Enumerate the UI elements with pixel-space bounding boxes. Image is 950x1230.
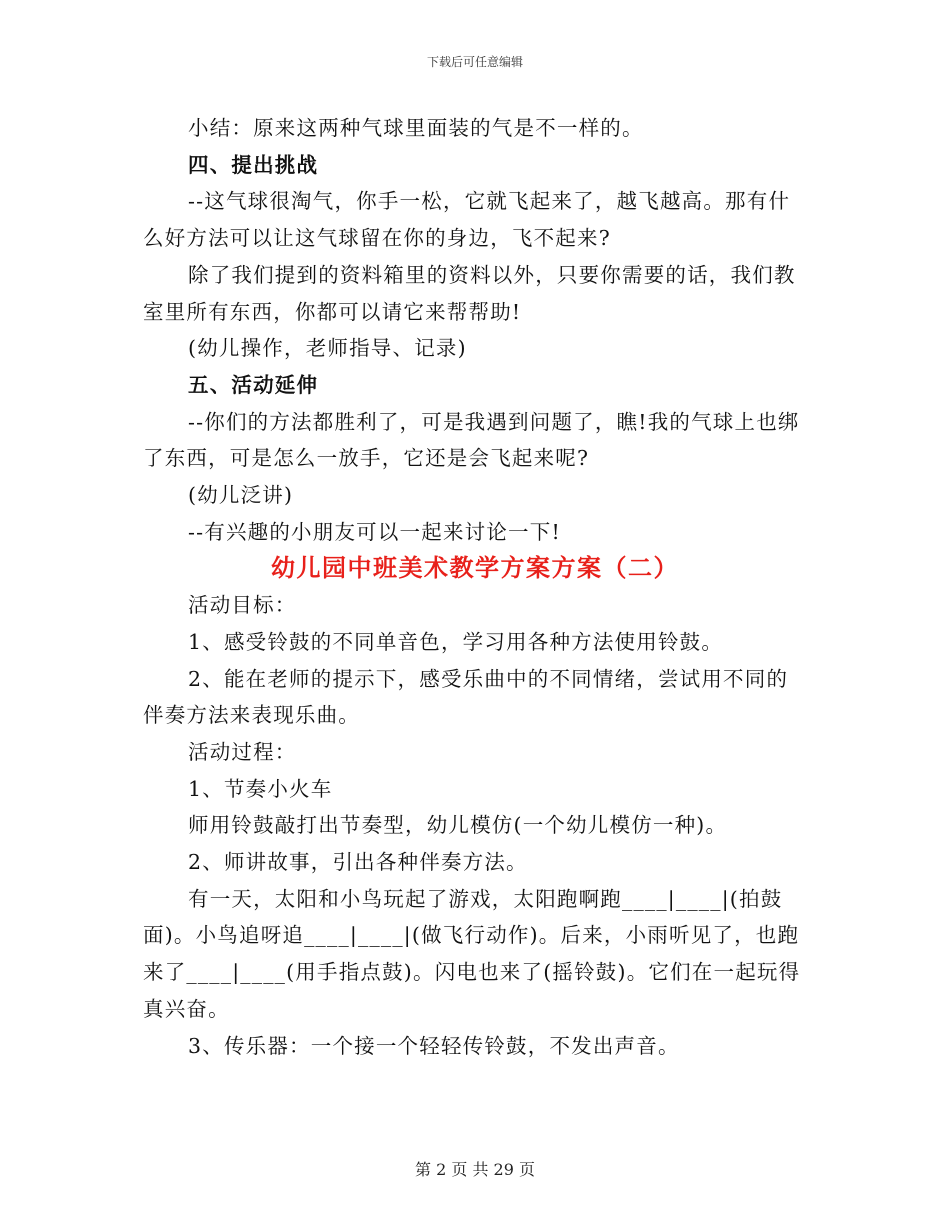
document-body [143, 110, 807, 1064]
paragraph-discussion-invite: --有兴趣的小朋友可以一起来讨论一下! [188, 519, 561, 544]
page-number: 第 2 页 共 29 页 [415, 1160, 535, 1179]
section-heading-extension: 五、活动延伸 [188, 372, 319, 397]
header-note: 下载后可任意编辑 [426, 55, 523, 69]
document-section-title: 幼儿园中班美术教学方案方案（二） [271, 554, 679, 583]
section-heading-challenge: 四、提出挑战 [188, 152, 319, 177]
paragraph-story: 有一天，太阳和小鸟玩起了游戏，太阳跑啊跑____|____|(拍鼓面)。小鸟追呀追____|____|(做飞行动作)。后来，小雨听见了，也跑来了____|____(用手指点鼓)。闪电也来了(摇铃鼓)。它们在一起玩得真兴奋。 [143, 886, 801, 1021]
paragraph-goal-1: 1、感受铃鼓的不同单音色，学习用各种方法使用铃鼓。 [188, 629, 724, 654]
paragraph-step-1-detail: 师用铃鼓敲打出节奏型，幼儿模仿(一个幼儿模仿一种)。 [188, 813, 728, 838]
paragraph-step-1: 1、节奏小火车 [188, 776, 333, 801]
paragraph-goal-2: 2、能在老师的提示下，感受乐曲中的不同情绪，尝试用不同的伴奏方法来表现乐曲。 [143, 666, 789, 728]
paragraph-process-label: 活动过程： [188, 739, 297, 764]
paragraph-operation-note: (幼儿操作，老师指导、记录) [188, 336, 467, 361]
paragraph-step-3: 3、传乐器：一个接一个轻轻传铃鼓，不发出声音。 [188, 1033, 680, 1058]
paragraph-challenge-question: --这气球很淘气，你手一松，它就飞起来了，越飞越高。那有什么好方法可以让这气球留在你的身边，飞不起来? [143, 189, 791, 251]
paragraph-extension-question: --你们的方法都胜利了，可是我遇到问题了，瞧!我的气球上也绑了东西，可是怎么一放手，它还是会飞起来呢? [143, 409, 800, 471]
paragraph-materials: 除了我们提到的资料箱里的资料以外，只要你需要的话，我们教室里所有东西，你都可以请它来帮帮助! [143, 262, 796, 324]
paragraph-step-2: 2、师讲故事，引出各种伴奏方法。 [188, 850, 528, 875]
paragraph-goals-label: 活动目标： [188, 593, 297, 618]
paragraph-discussion-note: (幼儿泛讲) [188, 483, 294, 508]
summary-paragraph: 小结：原来这两种气球里面装的气是不一样的。 [188, 116, 644, 140]
